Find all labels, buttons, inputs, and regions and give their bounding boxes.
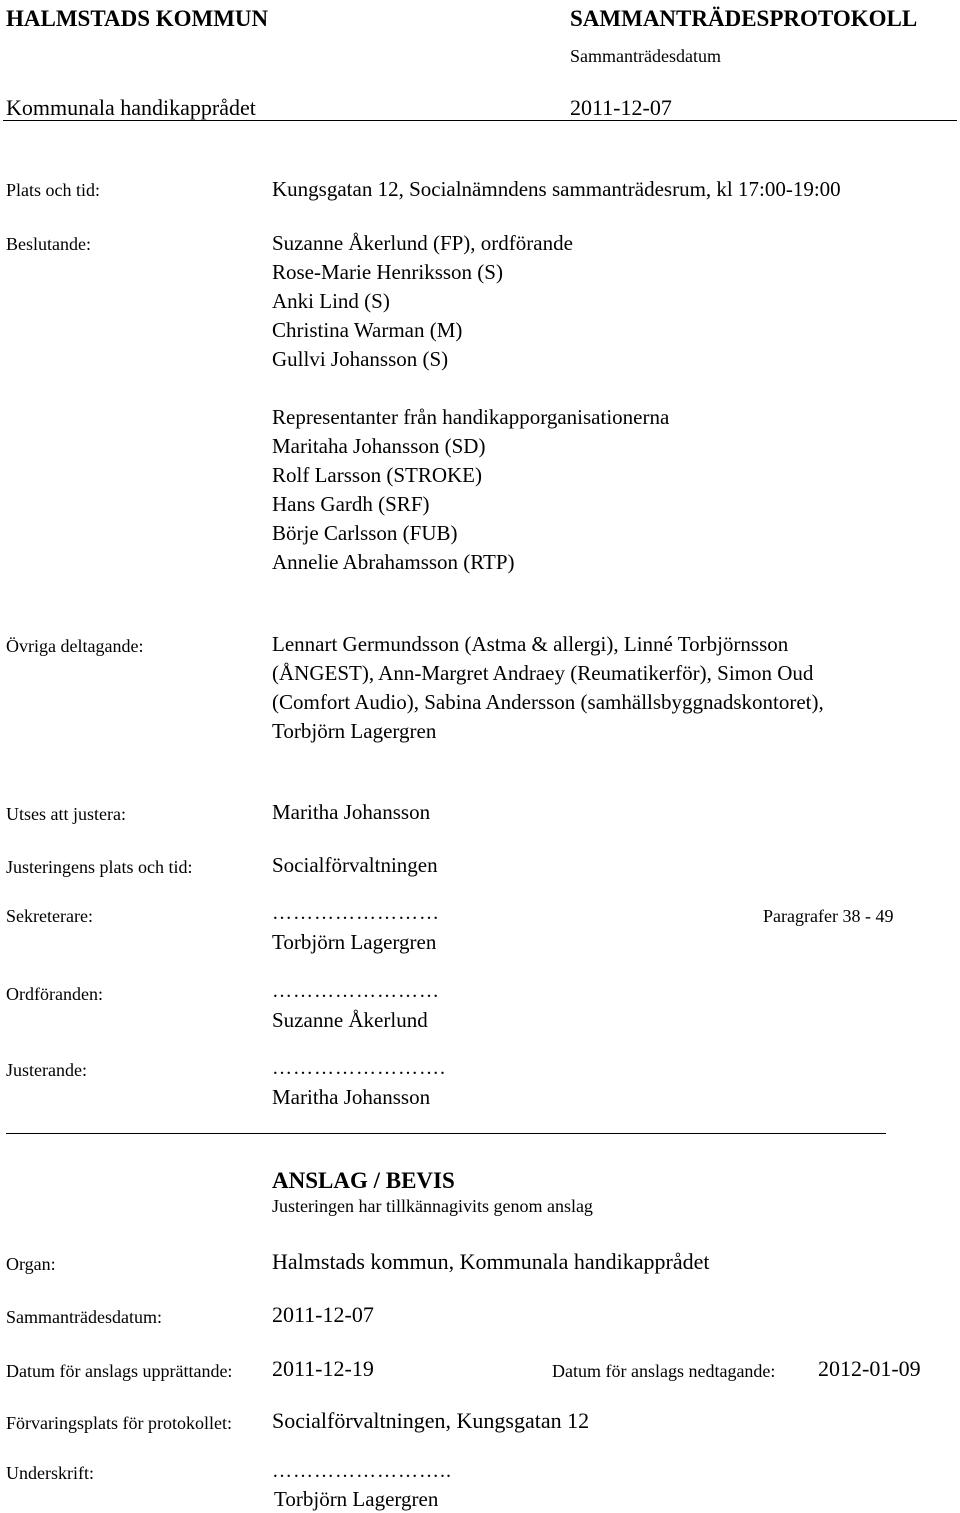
paragraphs: Paragrafer 38 - 49: [763, 906, 894, 926]
others-line: (ÅNGEST), Ann-Margret Andraey (Reumatikerför), Simon Oud: [272, 661, 814, 685]
organ-label: Organ:: [6, 1254, 56, 1274]
representative: Börje Carlsson (FUB): [272, 521, 458, 545]
organization-name: HALMSTADS KOMMUN: [6, 6, 269, 31]
representative: Annelie Abrahamsson (RTP): [272, 550, 515, 574]
signature-line: ……………………..: [272, 1460, 452, 1482]
secretary-signature-line: ……………………: [272, 902, 440, 924]
representatives-heading: Representanter från handikapporganisationerna: [272, 405, 670, 429]
chair-name: Suzanne Åkerlund: [272, 1008, 428, 1032]
others-label: Övriga deltagande:: [6, 636, 144, 656]
decision-member: Suzanne Åkerlund (FP), ordförande: [272, 231, 573, 255]
meeting-date-label: Sammanträdesdatum: [570, 46, 721, 66]
chair-signature-line: ……………………: [272, 980, 440, 1002]
posted-date-label: Datum för anslags upprättande:: [6, 1361, 233, 1381]
place-value: Kungsgatan 12, Socialnämndens sammanträdesrum, kl 17:00-19:00: [272, 177, 841, 201]
decision-member: Anki Lind (S): [272, 289, 390, 313]
adjuster-label: Justerande:: [6, 1060, 87, 1080]
others-line: Torbjörn Lagergren: [272, 719, 437, 743]
adjuster-signature-line: …………………….: [272, 1057, 446, 1079]
adjust-place-value: Socialförvaltningen: [272, 853, 438, 877]
decision-members: [272, 229, 573, 374]
representative: Hans Gardh (SRF): [272, 492, 430, 516]
place-label: Plats och tid:: [6, 180, 100, 200]
decision-member: Christina Warman (M): [272, 318, 463, 342]
others-list: [272, 630, 824, 746]
representative: Rolf Larsson (STROKE): [272, 463, 482, 487]
signature-label: Underskrift:: [6, 1463, 94, 1483]
decision-member: Rose-Marie Henriksson (S): [272, 260, 503, 284]
committee-name: Kommunala handikapprådet: [6, 95, 256, 120]
anslag-subtitle: Justeringen har tillkännagivits genom anslag: [272, 1196, 593, 1216]
removed-date-value: 2012-01-09: [818, 1356, 921, 1381]
chair-label: Ordföranden:: [6, 984, 103, 1004]
storage-label: Förvaringsplats för protokollet:: [6, 1413, 232, 1433]
adjust-value: Maritha Johansson: [272, 800, 431, 824]
anslag-meeting-date-label: Sammanträdesdatum:: [6, 1307, 162, 1327]
storage-value: Socialförvaltningen, Kungsgatan 12: [272, 1408, 590, 1433]
document-type: SAMMANTRÄDESPROTOKOLL: [570, 6, 918, 31]
posted-date-value: 2011-12-19: [272, 1356, 374, 1381]
decision-label: Beslutande:: [6, 234, 91, 254]
anslag-meeting-date-value: 2011-12-07: [272, 1302, 374, 1327]
organ-value: Halmstads kommun, Kommunala handikapprådet: [272, 1249, 710, 1274]
others-line: (Comfort Audio), Sabina Andersson (samhällsbyggnadskontoret),: [272, 690, 824, 714]
secretary-name: Torbjörn Lagergren: [272, 930, 437, 954]
anslag-title: ANSLAG / BEVIS: [272, 1168, 455, 1193]
adjuster-name: Maritha Johansson: [272, 1085, 431, 1109]
others-line: Lennart Germundsson (Astma & allergi), Linné Torbjörnsson: [272, 632, 789, 656]
anslag-divider: [6, 1133, 886, 1134]
adjust-place-label: Justeringens plats och tid:: [6, 857, 193, 877]
meeting-date: 2011-12-07: [570, 95, 672, 120]
decision-member: Gullvi Johansson (S): [272, 347, 449, 371]
removed-date-label: Datum för anslags nedtagande:: [552, 1361, 776, 1381]
adjust-label: Utses att justera:: [6, 804, 126, 824]
header-divider: [3, 120, 957, 121]
signature-name: Torbjörn Lagergren: [274, 1487, 439, 1511]
representatives-list: [272, 403, 669, 577]
representative: Maritaha Johansson (SD): [272, 434, 486, 458]
secretary-label: Sekreterare:: [6, 906, 93, 926]
